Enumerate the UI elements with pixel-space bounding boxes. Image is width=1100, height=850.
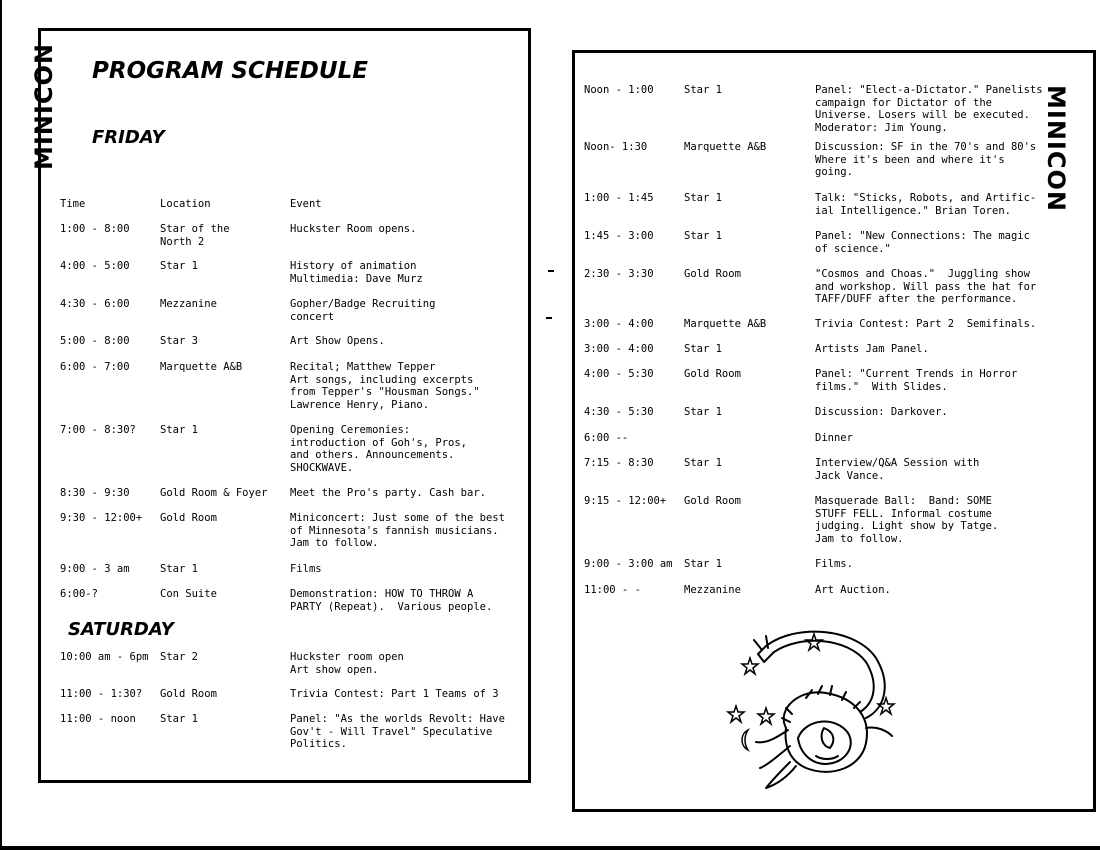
row-time: 1:45 - 3:00 <box>584 230 654 242</box>
row-time: 9:00 - 3:00 am <box>584 558 673 570</box>
row-time: 3:00 - 4:00 <box>584 343 654 355</box>
row-location: Star 2 <box>160 651 198 663</box>
row-time: 9:30 - 12:00+ <box>60 512 143 524</box>
row-time: 7:15 - 8:30 <box>584 457 654 469</box>
row-event: Talk: "Sticks, Robots, and Artific- ial Intelligence." Brian Toren. <box>815 192 1037 217</box>
saturday-heading: SATURDAY <box>68 619 174 640</box>
row-location: Marquette A&B <box>160 361 243 373</box>
row-event: Dinner <box>815 432 853 444</box>
row-event: Trivia Contest: Part 1 Teams of 3 <box>290 688 499 700</box>
row-time: Noon - 1:00 <box>584 84 654 96</box>
row-location: Mezzanine <box>684 584 741 596</box>
row-event: Films <box>290 563 322 575</box>
row-event: Interview/Q&A Session with Jack Vance. <box>815 457 980 482</box>
row-location: Star 1 <box>160 713 198 725</box>
row-time: 4:00 - 5:30 <box>584 368 654 380</box>
row-event: History of animation Multimedia: Dave Murz <box>290 260 423 285</box>
row-location: Star 1 <box>160 260 198 272</box>
row-event: Meet the Pro's party. Cash bar. <box>290 487 486 499</box>
row-location: Star 1 <box>160 424 198 436</box>
minicon-side-label-right: MINICON <box>1042 85 1070 212</box>
row-event: Masquerade Ball: Band: SOME STUFF FELL. Informal costume judging. Light show by Tatge. Jam to follow. <box>815 495 999 545</box>
row-location: Star 1 <box>684 457 722 469</box>
row-location: Star 1 <box>684 558 722 570</box>
row-location: Marquette A&B <box>684 318 767 330</box>
row-time: 4:00 - 5:00 <box>60 260 130 272</box>
row-event: Art Auction. <box>815 584 891 596</box>
margin-tick <box>546 317 552 319</box>
column-header-time: Time <box>60 198 86 210</box>
row-event: Art Show Opens. <box>290 335 385 347</box>
row-time: 1:00 - 1:45 <box>584 192 654 204</box>
row-location: Star 1 <box>684 84 722 96</box>
row-event: "Cosmos and Choas." Juggling show and workshop. Will pass the hat for TAFF/DUFF after the performance. <box>815 268 1037 306</box>
row-time: 11:00 - noon <box>60 713 136 725</box>
row-time: 11:00 - 1:30? <box>60 688 143 700</box>
row-time: 6:00 - 7:00 <box>60 361 130 373</box>
scan-bottom-edge <box>0 846 1100 850</box>
row-event: Huckster room open Art show open. <box>290 651 404 676</box>
row-event: Opening Ceremonies: introduction of Goh's, Pros, and others. Announcements. SHOCKWAVE. <box>290 424 468 474</box>
row-time: Noon- 1:30 <box>584 141 648 153</box>
row-event: Gopher/Badge Recruiting concert <box>290 298 436 323</box>
row-event: Panel: "New Connections: The magic of science." <box>815 230 1030 255</box>
row-event: Demonstration: HOW TO THROW A PARTY (Repeat). Various people. <box>290 588 493 613</box>
row-time: 1:00 - 8:00 <box>60 223 130 235</box>
row-event: Huckster Room opens. <box>290 223 417 235</box>
row-time: 3:00 - 4:00 <box>584 318 654 330</box>
row-event: Recital; Matthew Tepper Art songs, including excerpts from Tepper's "Housman Songs." Lawrence Henry, Piano. <box>290 361 480 411</box>
row-time: 2:30 - 3:30 <box>584 268 654 280</box>
row-location: Star of the North 2 <box>160 223 230 248</box>
row-time: 6:00 -- <box>584 432 629 444</box>
row-event: Trivia Contest: Part 2 Semifinals. <box>815 318 1037 330</box>
row-location: Gold Room <box>684 268 741 280</box>
row-event: Miniconcert: Just some of the best of Minnesota's fannish musicians. Jam to follow. <box>290 512 505 550</box>
minicon-side-label-left: MINICON <box>30 43 58 170</box>
row-location: Con Suite <box>160 588 217 600</box>
row-location: Star 1 <box>160 563 198 575</box>
row-location: Gold Room <box>684 368 741 380</box>
row-time: 4:30 - 5:30 <box>584 406 654 418</box>
friday-heading: FRIDAY <box>92 127 165 148</box>
column-header-location: Location <box>160 198 211 210</box>
row-location: Gold Room <box>160 688 217 700</box>
row-time: 6:00-? <box>60 588 98 600</box>
row-time: 8:30 - 9:30 <box>60 487 130 499</box>
row-time: 10:00 am - 6pm <box>60 651 149 663</box>
row-time: 11:00 - - <box>584 584 641 596</box>
row-time: 4:30 - 6:00 <box>60 298 130 310</box>
row-location: Star 1 <box>684 406 722 418</box>
row-location: Mezzanine <box>160 298 217 310</box>
dragon-illustration <box>726 618 906 793</box>
row-location: Star 3 <box>160 335 198 347</box>
row-location: Star 1 <box>684 192 722 204</box>
row-time: 9:15 - 12:00+ <box>584 495 667 507</box>
row-event: Discussion: SF in the 70's and 80's Where it's been and where it's going. <box>815 141 1037 179</box>
row-location: Gold Room & Foyer <box>160 487 268 499</box>
row-event: Discussion: Darkover. <box>815 406 948 418</box>
row-location: Star 1 <box>684 230 722 242</box>
page-title: PROGRAM SCHEDULE <box>92 58 368 84</box>
row-time: 9:00 - 3 am <box>60 563 130 575</box>
row-event: Films. <box>815 558 853 570</box>
margin-tick <box>548 270 554 272</box>
row-event: Panel: "As the worlds Revolt: Have Gov't - Will Travel" Speculative Politics. <box>290 713 505 751</box>
row-location: Gold Room <box>160 512 217 524</box>
column-header-event: Event <box>290 198 322 210</box>
row-event: Panel: "Current Trends in Horror films." With Slides. <box>815 368 1018 393</box>
row-event: Panel: "Elect-a-Dictator." Panelists campaign for Dictator of the Universe. Losers will be executed. Moderator: Jim Young. <box>815 84 1043 134</box>
row-event: Artists Jam Panel. <box>815 343 929 355</box>
row-location: Gold Room <box>684 495 741 507</box>
scan-left-edge <box>0 0 2 850</box>
row-location: Star 1 <box>684 343 722 355</box>
row-time: 5:00 - 8:00 <box>60 335 130 347</box>
row-location: Marquette A&B <box>684 141 767 153</box>
row-time: 7:00 - 8:30? <box>60 424 136 436</box>
